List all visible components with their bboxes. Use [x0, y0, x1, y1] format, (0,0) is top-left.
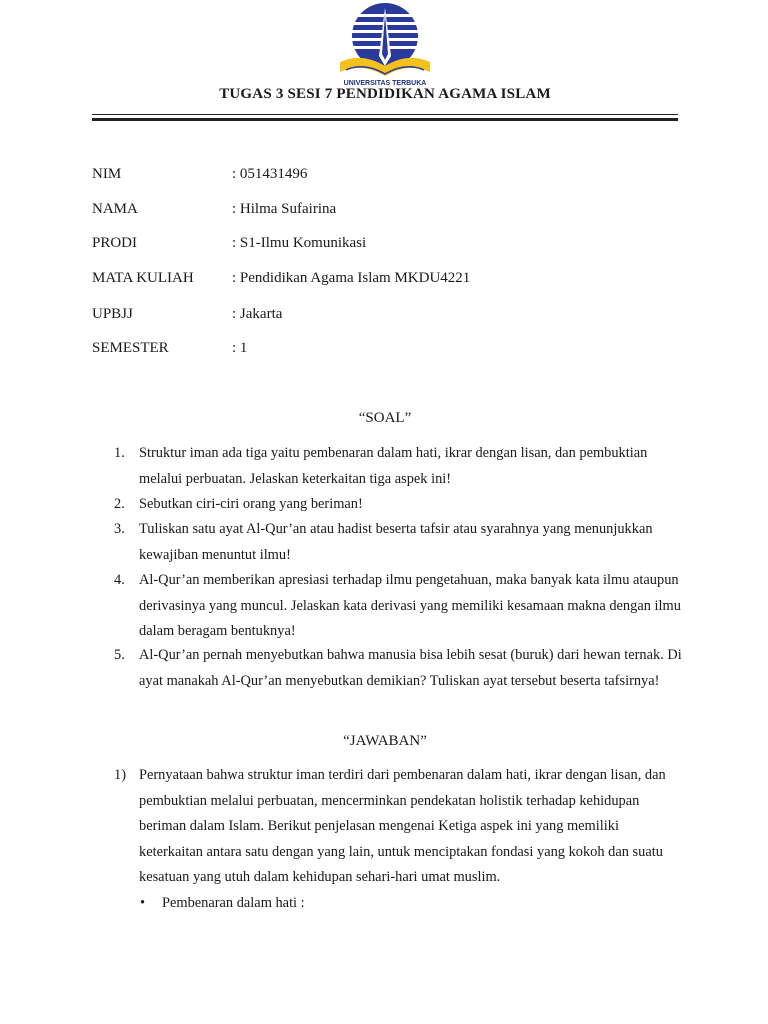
- info-value: : Pendidikan Agama Islam MKDU4221: [232, 270, 471, 286]
- info-value: : Jakarta: [232, 306, 283, 322]
- info-label: SEMESTER: [92, 340, 169, 356]
- bullet-mark: •: [140, 895, 146, 911]
- list-number: 4.: [114, 572, 125, 588]
- soal-heading: “SOAL”: [358, 410, 412, 426]
- info-row-mata-kuliah: [92, 270, 652, 290]
- info-value: : 1: [232, 340, 248, 356]
- list-number: 5.: [114, 647, 125, 663]
- document-title: TUGAS 3 SESI 7 PENDIDIKAN AGAMA ISLAM: [219, 86, 551, 102]
- list-text: Pernyataan bahwa struktur iman terdiri dari pembenaran dalam hati, ikrar dengan lisan, dan pembuktian melalui perbuatan, mencerminkan pendekatan holistik terhadap kehidupan beriman dalam Islam. Berikut penjelasan mengenai Ketiga aspek ini yang memiliki keterkaitan antara satu dengan yang lain, untuk menciptakan fondasi yang kokoh dan suatu kesatuan yang utuh dalam kehidupan sehari-hari umat muslim.: [139, 767, 666, 885]
- list-text: Struktur iman ada tiga yaitu pembenaran dalam hati, ikrar dengan lisan, dan pembuktian melalui perbuatan. Jelaskan keterkaitan tiga aspek ini!: [139, 445, 648, 487]
- info-value: : S1-Ilmu Komunikasi: [232, 235, 367, 251]
- info-row-prodi: [92, 235, 652, 255]
- title-rule-thick: [92, 118, 678, 121]
- list-text: Al-Qur’an pernah menyebutkan bahwa manusia bisa lebih sesat (buruk) dari hewan ternak. Di ayat manakah Al-Qur’an menyebutkan demikian? Tuliskan ayat tersebut beserta tafsirnya!: [139, 647, 682, 689]
- info-value: : Hilma Sufairina: [232, 201, 337, 217]
- info-row-upbjj: [92, 306, 652, 326]
- info-value: : 051431496: [232, 166, 308, 182]
- list-text: Sebutkan ciri-ciri orang yang beriman!: [139, 496, 363, 512]
- list-text: Tuliskan satu ayat Al-Qur’an atau hadist beserta tafsir atau syarahnya yang menunjukkan kewajiban menuntut ilmu!: [139, 521, 653, 563]
- info-label: NAMA: [92, 201, 138, 217]
- university-logo: [334, 0, 436, 92]
- info-label: MATA KULIAH: [92, 270, 194, 286]
- info-label: UPBJJ: [92, 306, 133, 322]
- bullet-text: Pembenaran dalam hati :: [162, 895, 305, 911]
- info-row-semester: [92, 340, 652, 360]
- info-row-nim: [92, 166, 652, 186]
- info-label: NIM: [92, 166, 122, 182]
- title-rule-top: [92, 114, 678, 115]
- list-number: 1): [114, 767, 126, 783]
- jawaban-heading: “JAWABAN”: [343, 733, 427, 749]
- logo-caption: UNIVERSITAS TERBUKA: [343, 80, 427, 87]
- list-number: 3.: [114, 521, 125, 537]
- list-number: 1.: [114, 445, 125, 461]
- info-row-nama: [92, 201, 652, 221]
- list-text: Al-Qur’an memberikan apresiasi terhadap ilmu pengetahuan, maka banyak kata ilmu ataupun derivasinya yang muncul. Jelaskan kata derivasi yang memiliki kesamaan makna dengan ilmu dalam beragam bentuknya!: [139, 572, 681, 639]
- info-label: PRODI: [92, 235, 138, 251]
- university-emblem-icon: [334, 0, 436, 80]
- list-number: 2.: [114, 496, 125, 512]
